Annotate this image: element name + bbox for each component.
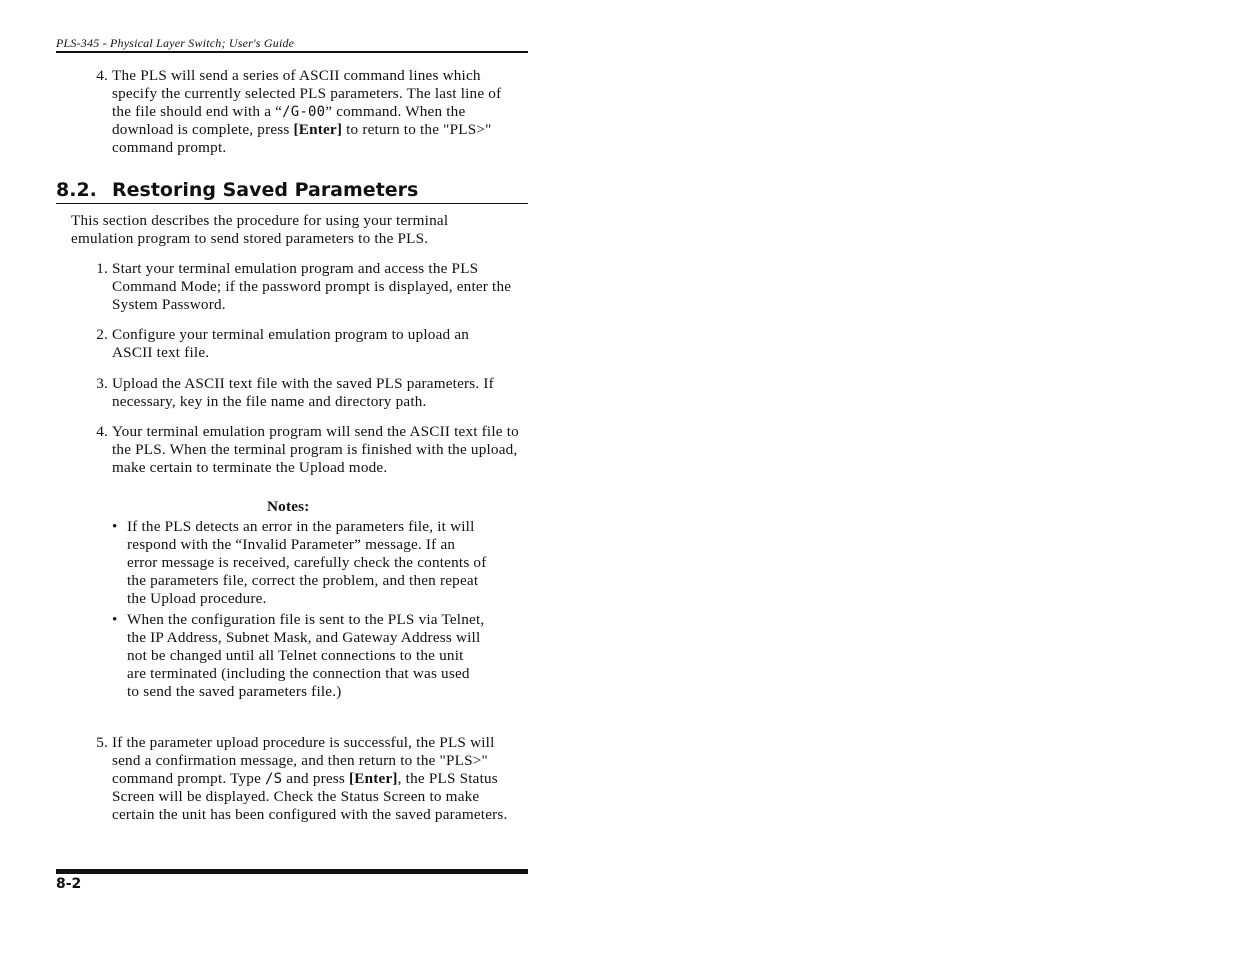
note-text: When the configuration file is sent to the PLS via Telnet, the IP Address, Subnet Mask, and Gateway Address will not be changed until all Telnet connections to the unit are terminated (including the connection that was used to send the saved parameters file.) [127, 611, 485, 700]
running-header: PLS-345 - Physical Layer Switch; User's Guide [56, 36, 528, 53]
bullet-icon: • [112, 518, 118, 535]
section-heading [56, 178, 528, 204]
list-item-text: The PLS will send a series of ASCII command lines which specify the currently selected PLS parameters. The last line of the file should end with a “/G-00” command. When the download is complete, press [Enter] to return to the "PLS>" command prompt. [112, 67, 502, 156]
command-code: /G-00 [282, 104, 326, 120]
list-item-number: 3. [96, 375, 108, 392]
notes-title: Notes: [267, 498, 310, 515]
list-item-text: Upload the ASCII text file with the saved PLS parameters. If necessary, key in the file name and directory path. [112, 375, 494, 410]
section-intro: This section describes the procedure for using your terminal emulation program to send stored parameters to the PLS. [71, 212, 449, 247]
list-item-number: 5. [96, 734, 108, 751]
section-number: 8.2. [56, 179, 97, 201]
list-item-number: 4. [96, 67, 108, 84]
key-label: [Enter] [293, 121, 343, 138]
list-item-number: 1. [96, 260, 108, 277]
list-item-number: 4. [96, 423, 108, 440]
section-title: Restoring Saved Parameters [112, 179, 419, 201]
list-item-text: Your terminal emulation program will send the ASCII text file to the PLS. When the terminal program is finished with the upload, make certain to terminate the Upload mode. [112, 423, 519, 476]
footer-rule [56, 869, 528, 874]
document-page [56, 0, 528, 954]
list-item-text: Start your terminal emulation program and access the PLS Command Mode; if the password prompt is displayed, enter the System Password. [112, 260, 512, 313]
list-item-text: Configure your terminal emulation program to upload an ASCII text file. [112, 326, 470, 361]
list-item-text: If the parameter upload procedure is successful, the PLS will send a confirmation message, and then return to the "PLS>" command prompt. Type /S and press [Enter], the PLS Status Screen will be displayed. Check the Status Screen to make certain the unit has been configured with the saved parameters. [112, 734, 508, 823]
note-text: If the PLS detects an error in the parameters file, it will respond with the “Invalid Parameter” message. If an error message is received, carefully check the contents of the parameters file, correct the problem, and then repeat the Upload procedure. [127, 518, 487, 607]
list-item-number: 2. [96, 326, 108, 343]
page-number: 8-2 [56, 876, 82, 892]
key-label: [Enter] [349, 770, 398, 787]
bullet-icon: • [112, 611, 118, 628]
command-code: /S [265, 771, 283, 787]
